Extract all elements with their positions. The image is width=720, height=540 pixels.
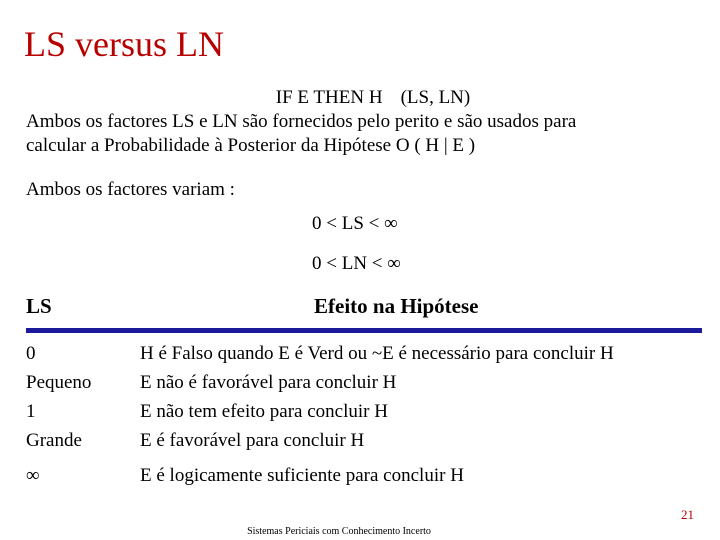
range-ln: 0 < LN < ∞ bbox=[312, 253, 401, 274]
rule-line bbox=[0, 86, 720, 110]
paragraph-line: calcular a Probabilidade à Posterior da Hipótese O ( H | E ) bbox=[26, 135, 476, 156]
ls-effect: E é favorável para concluir H bbox=[140, 430, 365, 451]
table-header-ls: LS bbox=[26, 294, 52, 318]
header-divider bbox=[26, 328, 702, 333]
paragraph-line: Ambos os factores LS e LN são fornecidos pelo perito e são usados para bbox=[26, 111, 577, 132]
rule-text: IF E THEN H bbox=[275, 87, 383, 108]
variation-intro: Ambos os factores variam : bbox=[26, 179, 235, 200]
ls-value: ∞ bbox=[26, 465, 40, 486]
ls-value: 0 bbox=[26, 343, 36, 364]
ls-effect: E não tem efeito para concluir H bbox=[140, 401, 388, 422]
ls-value: Grande bbox=[26, 430, 82, 451]
table-header-effect: Efeito na Hipótese bbox=[314, 294, 479, 318]
slide-title: LS versus LN bbox=[24, 24, 224, 64]
ls-value: 1 bbox=[26, 401, 36, 422]
ls-effect: H é Falso quando E é Verd ou ~E é necessário para concluir H bbox=[140, 343, 614, 364]
page-number: 21 bbox=[681, 507, 694, 522]
ls-effect: E não é favorável para concluir H bbox=[140, 372, 397, 393]
ls-value: Pequeno bbox=[26, 372, 92, 393]
rule-args: (LS, LN) bbox=[400, 87, 471, 108]
footer-caption: Sistemas Periciais com Conhecimento Incerto bbox=[247, 526, 431, 537]
ls-effect: E é logicamente suficiente para concluir H bbox=[140, 465, 464, 486]
range-ls: 0 < LS < ∞ bbox=[312, 213, 398, 234]
